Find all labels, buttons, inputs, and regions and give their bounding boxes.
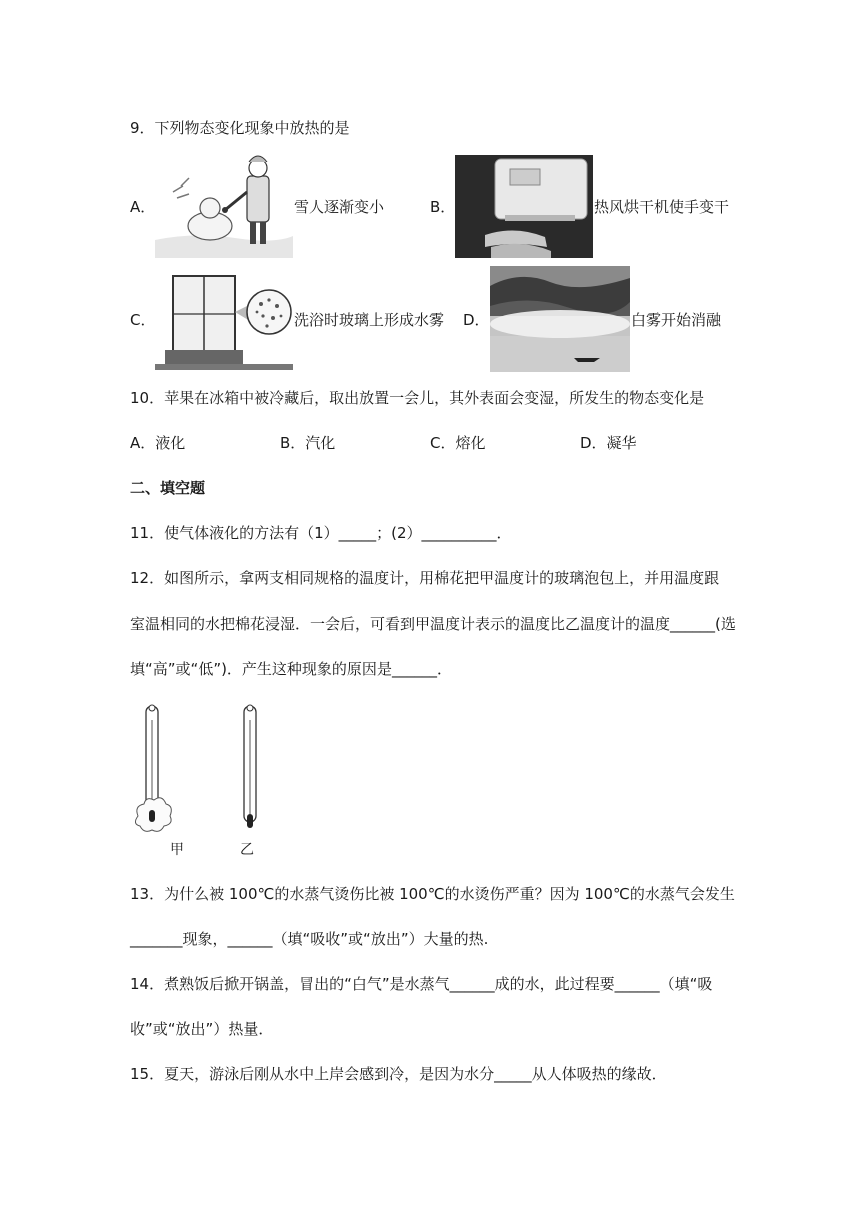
- q10-option-a: A．液化: [130, 434, 186, 452]
- fogged-window-image: [155, 272, 293, 370]
- question-14-line-2: 收”或“放出”）热量．: [130, 1020, 274, 1038]
- thermometers-figure: [132, 700, 272, 860]
- q9-option-a-caption: 雪人逐渐变小: [294, 198, 385, 216]
- hand-dryer-image: [455, 155, 593, 258]
- q10-option-c: C．熔化: [430, 434, 486, 452]
- question-15: 15．夏天，游泳后刚从水中上岸会感到冷，是因为水分_____从人体吸热的缘故．: [130, 1065, 667, 1083]
- question-13-line-2: _______现象，______（填“吸收”或“放出”）大量的热.: [130, 930, 489, 948]
- fog-landscape-image: [490, 266, 630, 372]
- question-11: 11．使气体液化的方法有（1）_____；(2）__________．: [130, 524, 512, 542]
- label-jia: 甲: [170, 842, 184, 858]
- question-13-line-1: 13．为什么被 100℃的水蒸气烫伤比被 100℃的水烫伤严重？因为 100℃的水蒸气会发生: [130, 885, 735, 903]
- q9-option-d-letter: D．: [463, 311, 490, 329]
- section-heading: 二、填空题: [130, 479, 206, 497]
- question-12-line-1: 12．如图所示，拿两支相同规格的温度计，用棉花把甲温度计的玻璃泡包上，并用温度跟: [130, 569, 720, 587]
- q9-option-b-caption: 热风烘干机使手变干: [594, 198, 730, 216]
- q9-option-c-letter: C．: [130, 311, 156, 329]
- label-yi: 乙: [240, 842, 254, 858]
- q10-option-b: B．汽化: [280, 434, 336, 452]
- question-12-line-3: 填“高”或“低”)．产生这种现象的原因是______．: [130, 660, 452, 678]
- q9-option-c-caption: 洗浴时玻璃上形成水雾: [294, 311, 445, 329]
- q9-option-a-letter: A．: [130, 198, 156, 216]
- question-12-line-2: 室温相同的水把棉花浸湿．一会后，可看到甲温度计表示的温度比乙温度计的温度______(选: [130, 615, 736, 633]
- q9-option-d-caption: 白雾开始消融: [631, 311, 722, 329]
- question-9-stem: 9．下列物态变化现象中放热的是: [130, 119, 350, 137]
- question-14-line-1: 14．煮熟饭后掀开锅盖，冒出的“白气”是水蒸气______成的水，此过程要______（填“吸: [130, 975, 713, 993]
- q10-option-d: D．凝华: [580, 434, 637, 452]
- q9-option-b-letter: B．: [430, 198, 456, 216]
- snowman-image: [155, 152, 293, 258]
- question-10-stem: 10．苹果在冰箱中被冷藏后，取出放置一会儿，其外表面会变湿，所发生的物态变化是: [130, 389, 705, 407]
